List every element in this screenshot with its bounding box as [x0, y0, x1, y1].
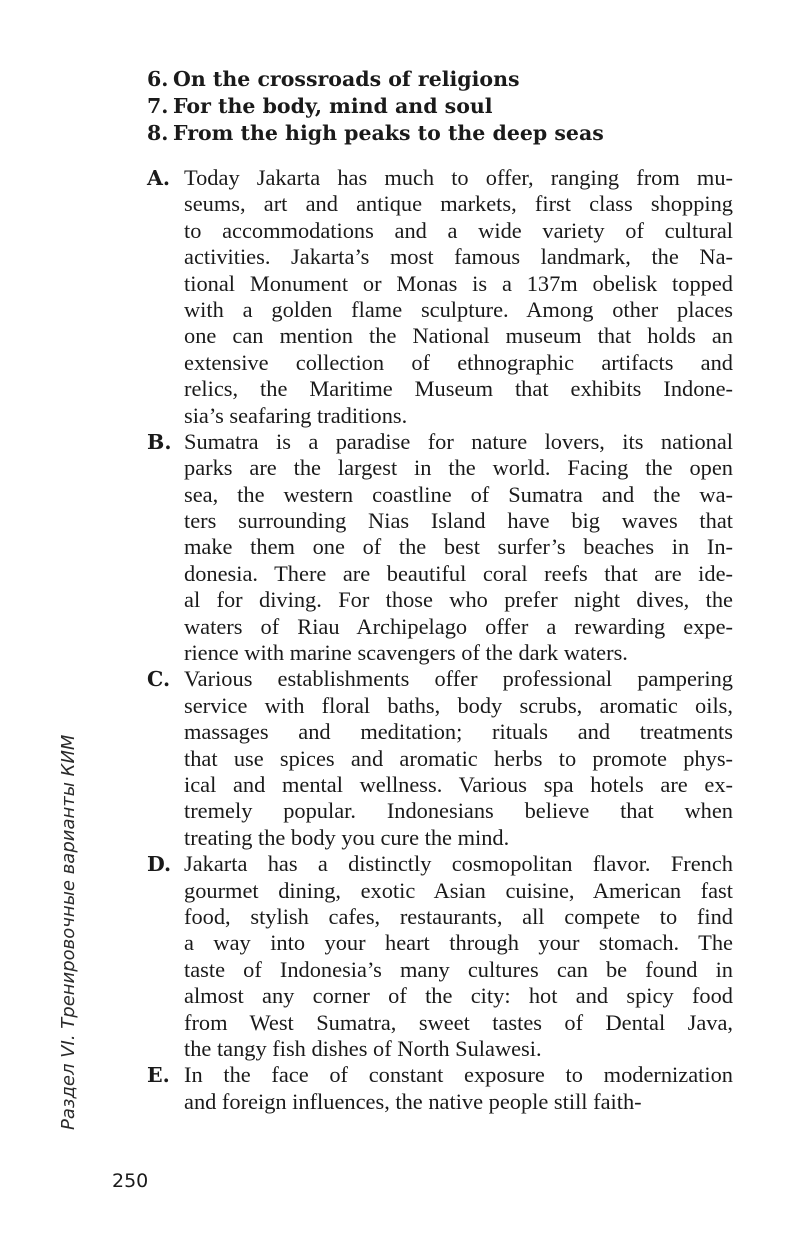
passage-letter: B.	[147, 429, 172, 454]
heading-number: 6.	[147, 67, 169, 91]
heading-number: 8.	[147, 121, 169, 145]
passage-line: to accommodations and a wide variety of cultural	[184, 217, 733, 243]
passage-e	[147, 1062, 733, 1115]
heading-text: For the body, mind and soul	[173, 94, 493, 118]
passage-line: ical and mental wellness. Various spa hotels are ex-	[184, 771, 733, 797]
passage-line: treating the body you cure the mind.	[184, 824, 510, 850]
passage-line: donesia. There are beautiful coral reefs that are ide-	[184, 560, 733, 586]
passage-line: ters surrounding Nias Island have big waves that	[184, 508, 733, 534]
passage-line: parks are the largest in the world. Facing the open	[184, 455, 733, 481]
passages-list	[147, 165, 733, 1115]
heading-item-7	[147, 93, 747, 120]
passage-line: taste of Indonesia’s many cultures can be found in	[184, 956, 733, 982]
passage-line: al for diving. For those who prefer night dives, the	[184, 587, 733, 613]
passage-letter: A.	[147, 166, 171, 190]
heading-text: From the high peaks to the deep seas	[173, 121, 604, 145]
section-side-caption: Раздел VI. Тренировочные варианты КИМ	[58, 734, 79, 1130]
passage-line: one can mention the National museum that holds an	[184, 323, 733, 349]
heading-text: On the crossroads of religions	[173, 67, 520, 91]
heading-item-8	[147, 120, 747, 147]
passage-line: seums, art and antique markets, first class shopping	[184, 191, 733, 217]
passage-line: Various establishments offer professional pampering	[184, 666, 733, 692]
passage-line: almost any corner of the city: hot and spicy food	[184, 983, 733, 1009]
passage-letter: D.	[147, 852, 172, 877]
passage-line: that use spices and aromatic herbs to promote phys-	[184, 745, 733, 771]
passage-d	[147, 851, 733, 1062]
passage-line: sea, the western coastline of Sumatra and the wa-	[184, 481, 733, 507]
passage-line: and foreign influences, the native people still faith-	[184, 1088, 642, 1114]
passage-c	[147, 666, 733, 851]
passage-line: waters of Riau Archipelago offer a rewarding expe-	[184, 613, 733, 639]
heading-number: 7.	[147, 94, 169, 118]
passage-b	[147, 429, 733, 667]
passage-line: massages and meditation; rituals and treatments	[184, 719, 733, 745]
passage-line: Jakarta has a distinctly cosmopolitan flavor. French	[184, 851, 733, 877]
passage-line: gourmet dining, exotic Asian cuisine, American fast	[184, 877, 733, 903]
heading-item-6	[147, 66, 747, 93]
passage-line: a way into your heart through your stomach. The	[184, 930, 733, 956]
passage-line: sia’s seafaring traditions.	[184, 402, 408, 428]
passage-line: Today Jakarta has much to offer, ranging from mu-	[184, 165, 733, 190]
headings-list	[147, 66, 747, 147]
passage-line: from West Sumatra, sweet tastes of Dental Java,	[184, 1009, 733, 1035]
passage-line: In the face of constant exposure to modernization	[184, 1062, 733, 1088]
passage-line: the tangy fish dishes of North Sulawesi.	[184, 1035, 542, 1061]
passage-line: tremely popular. Indonesians believe that when	[184, 798, 733, 824]
passage-line: Sumatra is a paradise for nature lovers, its national	[184, 428, 733, 454]
passage-line: service with floral baths, body scrubs, aromatic oils,	[184, 692, 733, 718]
passage-line: tional Monument or Monas is a 137m obelisk topped	[184, 270, 733, 296]
passage-line: food, stylish cafes, restaurants, all compete to find	[184, 903, 733, 929]
passage-letter: E.	[147, 1063, 170, 1088]
page-number: 250	[112, 1170, 149, 1192]
passage-letter: C.	[147, 667, 171, 692]
passage-line: with a golden flame sculpture. Among other places	[184, 296, 733, 322]
passage-line: make them one of the best surfer’s beaches in In-	[184, 534, 733, 560]
passage-line: extensive collection of ethnographic artifacts and	[184, 349, 733, 375]
passage-line: rience with marine scavengers of the dark waters.	[184, 640, 628, 666]
passage-line: activities. Jakarta’s most famous landmark, the Na-	[184, 244, 733, 270]
passage-a	[147, 165, 733, 429]
passage-line: relics, the Maritime Museum that exhibits Indone-	[184, 376, 733, 402]
